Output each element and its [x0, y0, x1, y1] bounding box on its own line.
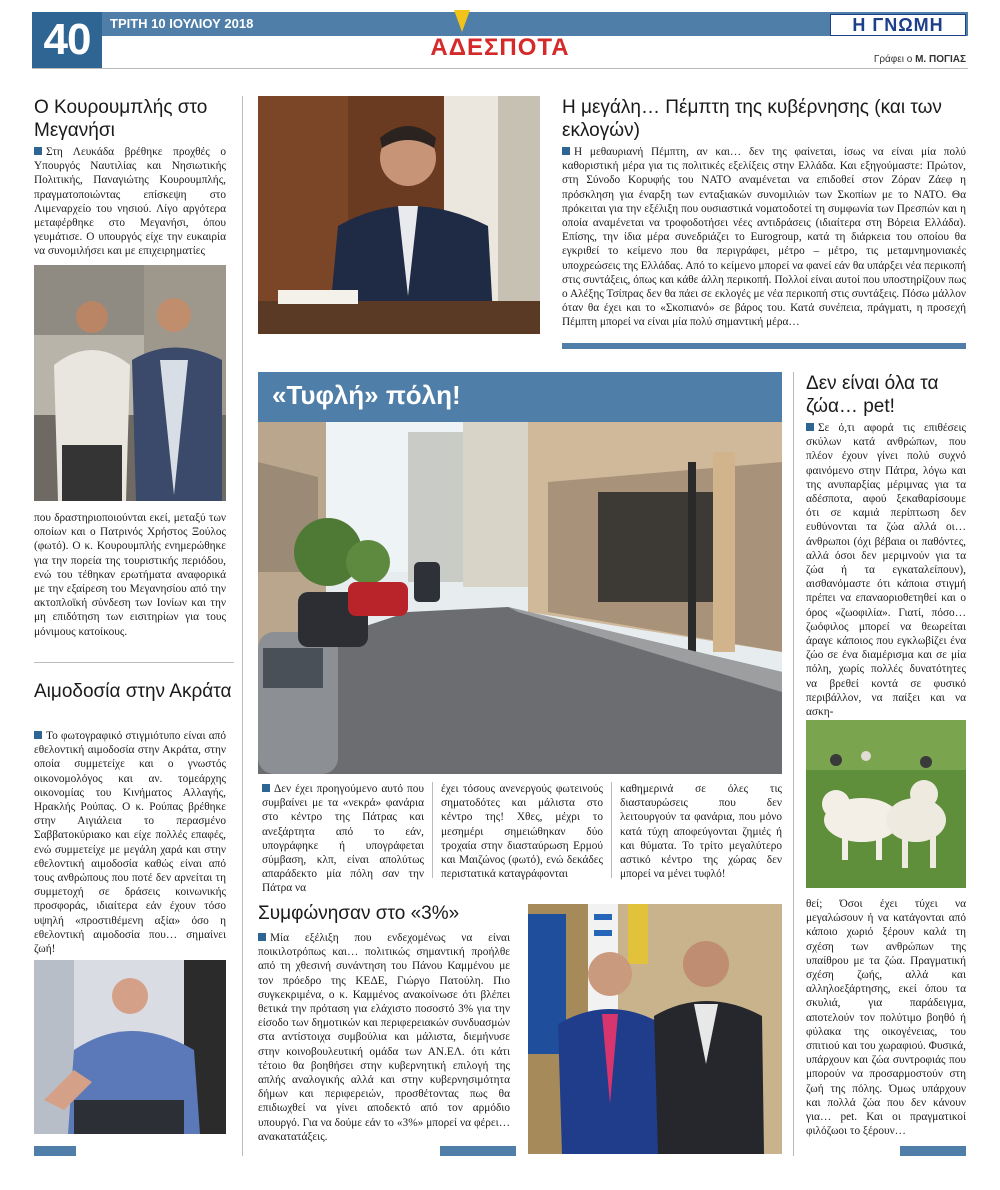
article-title-akrata: Αιμοδοσία στην Ακράτα — [34, 681, 232, 702]
article-body-tyfli-col3: καθημερινά σε όλες τις διασταυρώσεις που δεν λειτουργούν τα φανάρια, που μόνο κατά τύχη αποφεύγονται ζημιές ή και θύματα. Το τρίτο μεγαλύτερο αστικό κέντρο της χώρας δεν μπορεί να μένει τυφλό! — [620, 783, 782, 881]
bullet-square-icon — [562, 147, 570, 155]
newspaper-logo[interactable]: Η ΓΝΩΜΗ — [830, 14, 966, 36]
article-body-akrata — [34, 729, 226, 956]
text: Στη Λευκάδα βρέθηκε προχθές ο Υπουργός Ναυτιλίας και Νησιωτικής Πολιτικής, Παναγιώτης Κουρουμπλής, πραγματοποιώντας επίσκεψη στο Λιμεναρχείο του νησιού. Λίγο αργότερα μεταφέρθηκε στο Μεγανήσι, όπου γευμάτισε. Ο υπουργός είχε την ευκαιρία να συνομιλήσει και με επιχειρηματίες — [34, 146, 226, 258]
bullet-square-icon — [258, 933, 266, 941]
banner-tyfli — [258, 372, 782, 422]
article-title-pet: Δεν είναι όλα τα ζώα… pet! — [806, 373, 939, 417]
article-body-pempti — [562, 145, 966, 330]
text: Δεν έχει προηγούμενο αυτό που συμβαίνει με τα «νεκρά» φανάρια στο κέντρο της Πάτρας και ανεξάρτητα από το εάν, υπογράφηκε ή υπογράφεται σύμβαση, κλπ, είναι απολύτως απαράδεκτο μία πόλη σαν την Πάτρα να — [262, 783, 424, 895]
article-title-kouroumplis: Ο Κουρουμπλής στο Μεγανήσι — [34, 97, 208, 141]
article-body-tyfli-col2: έχει τόσους ανενεργούς φωτεινούς σηματοδότες και μάλιστα στο κέντρο της! Χθες, μέχρι το μεσημέρι σημειώθηκαν δύο τροχαία στην διασταύρωση Ερμού και Μαιζώνος (φωτό), ενώ δεκάδες περιστατικά καταγράφονται — [441, 783, 603, 881]
byline-prefix: Γράφει ο — [873, 54, 913, 65]
text: Σε ό,τι αφορά τις επιθέσεις σκύλων κατά ανθρώπων, που πλέον έχουν γίνει πολύ συχνό φαινόμενο στην Πάτρα, λόγω και της ανυπαρξίας μέριμνας για τα αδέσποτα, αφού ξεκαθαρίσουμε ότι σε καμιά περίπτωση δεν ευθύνονται τα ζώα αλλά οι… άνθρωποι (όχι βέβαια οι παθόντες, αλλά όσοι δεν μεριμνούν για τα ζώα ή τα εγκαταλείπουν), αισθανόμαστε ότι κάποια στιγμή πρέπει να επαναοριοθετηθεί και ο όρος «ζωοφιλία». Γιατί, πόσο… ζωόφιλος μπορεί να θεωρείται άραγε κάποιος που εγκλωβίζει ένα ζώο σε ένα διαμέρισμα και σε μία πόλη, χωρίς πολλές δυνατότητες να βρεθεί κοντά σε φυσικό περιβάλλον, να παίξει και να ασκη- — [806, 422, 966, 719]
article-body-tyfli-col1 — [262, 782, 424, 896]
bullet-square-icon — [34, 147, 42, 155]
column-divider — [432, 782, 433, 878]
photo-akrata — [34, 960, 226, 1134]
article-body-pet-1 — [806, 421, 966, 719]
photo-dogs — [806, 720, 966, 888]
photo-street-patra — [258, 422, 782, 774]
article-title-pempti: Η μεγάλη… Πέμπτη της κυβέρνησης (και των εκλογών) — [562, 97, 942, 141]
article-divider — [34, 662, 234, 663]
section-title: ΑΔΕΣΠΟΤΑ — [430, 34, 570, 61]
photo-kammenos-patoulis — [528, 904, 782, 1154]
article-body-kouroumplis-1 — [34, 145, 226, 259]
footer-bar-middle — [440, 1146, 516, 1156]
article-title-symfonisan: Συμφώνησαν στο «3%» — [258, 903, 460, 924]
section-marker-icon — [454, 10, 470, 32]
article-title-tyfli: «Τυφλή» πόλη! — [272, 380, 461, 410]
column-divider-right — [793, 372, 794, 1156]
bullet-square-icon — [262, 784, 270, 792]
page-number: 40 — [32, 12, 102, 68]
bullet-square-icon — [34, 731, 42, 739]
text: Η μεθαυριανή Πέμπτη, αν και… δεν της φαίνεται, ίσως να είναι μία πολύ καθοριστική μέρα για τις πολιτικές εξελίξεις στην Ελλάδα. Και εξηγούμαστε: Πρώτον, στη Σύνοδο Κορυφής του ΝΑΤΟ αναμένεται να επιδοθεί στον Ζόραν Ζάεφ η πρόσκληση για έναρξη των ενταξιακών συνομιλιών των Σκοπίων με το ΝΑΤΟ. Θα πρόκειται για την εξέλιξη που ουσιαστικά νοματοδοτεί τη συμφωνία των Πρεσπών και η οποία αναμένεται να τροφοδοτήσει νέες αντιδράσεις (ιδιαίτερα στη Βόρεια Ελλάδα). Επίσης, την ίδια μέρα συνεδριάζει το Eurogroup, κατά τη διάρκεια του οποίου θα εγκριθεί το κείμενο που θα περιγράφει, μέτρο – μέτρο, τις μεταμνημονιακές υποχρεώσεις της Ελλάδας. Από το κείμενο μπορεί να φανεί εάν θα υπάρξει νέα περικοπή στις συντάξεις, όπως και κάθε άλλη περικοπή. Πολλοί είναι αυτοί που υποστηρίζουν πως ο Αλέξης Τσίπρας δεν θα πάει σε εκλογές με νέα περικοπή στις συντάξεις. Πόσω μάλλον όταν θα έχει και το «Σκοπιανό» σε βάρος του. Κατά συνέπεια, πράγματι, η προσεχή Πέμπτη μπορεί να είναι μία πολύ σημαντική μέρα… — [562, 146, 966, 329]
column-divider-left — [242, 96, 243, 1156]
text: Μία εξέλιξη που ενδεχομένως να είναι ποικιλοτρόπως και… πολιτικώς σημαντική προήλθε από τη χθεσινή συνάντηση του Πάνου Καμμένου με τον πρόεδρο της ΚΕΔΕ, Γιώργο Πατούλη. Πιο συγκεκριμένα, ο κ. Καμμένος ανακοίνωσε ότι βλέπει θετικά την πρόταση για ελάχιστο ποσοστό 3% για την είσοδο των δημοτικών και περιφερειακών συνδυασμών στα αντίστοιχα συμβούλια και μάλιστα, διεμήνυσε στην κοινοβουλευτική ομάδα των ΑΝ.ΕΛ. ότι κάτι τέτοιο θα βοηθήσει στην κυβερνητική επιλογή της απλής αναλογικής αλλά και στην κυβερνησιμότητα δήμων και περιφερειών, προσθέτοντας πως θα επιδιωχθεί να γίνει αποδεκτό από τον αρμόδιο υπουργό. Για να δούμε εάν το «3%» μπορεί να φέρει… ανακατατάξεις. — [258, 932, 510, 1143]
photo-tsipras — [258, 96, 540, 334]
byline-author: Μ. ΠΟΓΙΑΣ — [915, 54, 966, 65]
article-body-symfonisan — [258, 931, 510, 1144]
article-body-pet-2: θεί; Όσοι έχει τύχει να μεγαλώσουν ή να κατάγονται από κάποιο χωριό ξέρουν καλά τη σχέση των ανθρώπων της υπαίθρου με τα ζώα. Πραγματική σχέση ζωής, αλλά και αλληλοεξάρτησης, εκεί όπου τα σκυλιά, για παράδειγμα, αποτελούν τον πολύτιμο βοηθό ή φύλακα της οικογένειας, του σπιτιού και του χωραφιού. Φυσικά, υπάρχουν και ζώα συντροφιάς που μπορούν να προσαρμοστούν στη ζωή της πόλης. Όμως υπάρχουν και πολλά ζώα που δεν κάνουν για… pet. Και οι πραγματικοί φιλόζωοι το ξέρουν… — [806, 898, 966, 1138]
article-body-kouroumplis-2: που δραστηριοποιούνται εκεί, μεταξύ των οποίων και ο Πατρινός Χρήστος Ξούλος (φωτό). Ο κ. Κουρουμπλής ενημερώθηκε για την πορεία της τουριστικής περιόδου, ενώ του τέθηκαν ερωτήματα αναφορικά με την εξαίρεση του Μεγανησίου από την ακτοπλοϊκή σύνδεση των Ιονίων και την μη επιδότηση των εισιτηρίων για τους μόνιμους κατοίκους. — [34, 512, 226, 638]
header-divider — [32, 68, 968, 69]
footer-bar-right — [900, 1146, 966, 1156]
byline — [780, 54, 966, 65]
footer-bar-left — [34, 1146, 76, 1156]
text: Το φωτογραφικό στιγμιότυπο είναι από εθελοντική αιμοδοσία στην Ακράτα, στην οποία συμμετείχε και ο γνωστός οικονομολόγος και αν. τομεάρχης οικονομίας του Κινήματος Αλλαγής, Ηρακλής Ρούπας. Ο κ. Ρούπας βρέθηκε στην Αιγιάλεια το περασμένο Σαββατοκύριακο και είχε πολλές επαφές, ενώ συμμετείχε με μεγάλη χαρά και στην εθελοντική αιμοδοσία καθώς είναι από τους ανθρώπους που ποτέ δεν αρνείται τη συμμετοχή σε δράσεις κοινωνικής προσφοράς, ιδιαίτερα εάν έχουν τόσο υψηλή «προστιθέμενη αξία» όσο η εθελοντική αιμοδοσία που… σημαίνει ζωή! — [34, 730, 226, 956]
bullet-square-icon — [806, 423, 814, 431]
article-end-bar — [562, 343, 966, 349]
issue-date: ΤΡΙΤΗ 10 ΙΟΥΛΙΟΥ 2018 — [110, 16, 254, 31]
photo-kouroumplis — [34, 265, 226, 501]
column-divider — [611, 782, 612, 878]
